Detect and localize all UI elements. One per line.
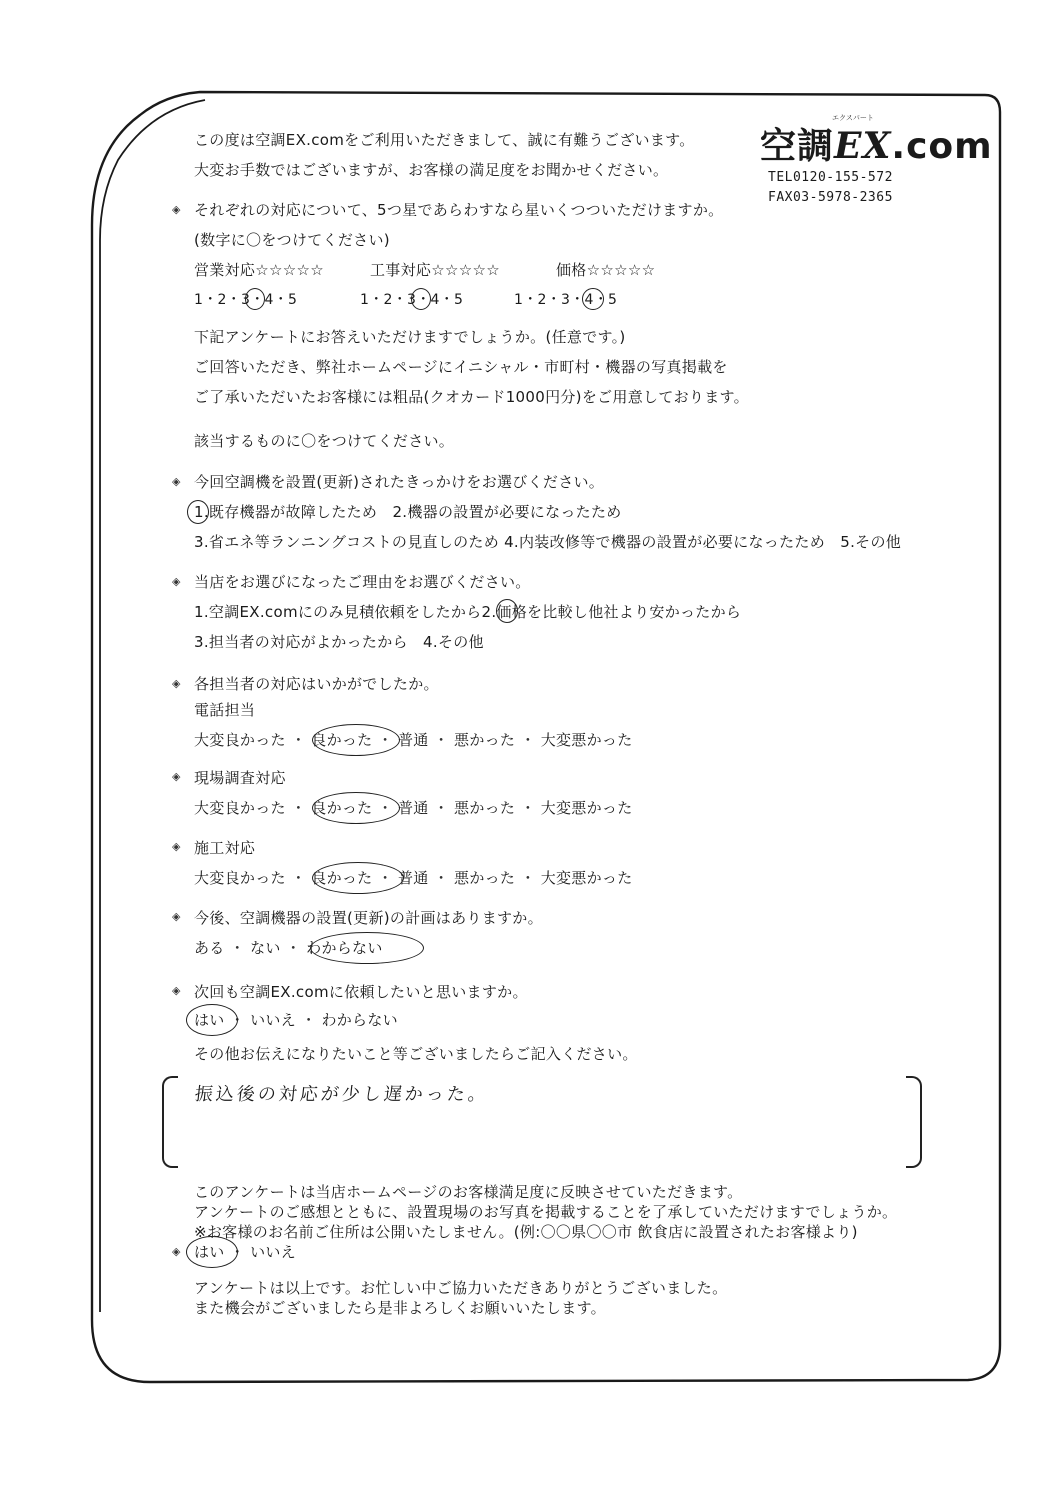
price-selected[interactable]: 5 xyxy=(608,292,618,308)
q3-phone-scale xyxy=(194,730,633,750)
q3-question: 各担当者の対応はいかがでしたか。 xyxy=(194,675,439,693)
survey-intro-line-3: ご了承いただいたお客様には粗品(クオカード1000円分)をご用意しております。 xyxy=(194,388,749,406)
q5-option-no[interactable]: いいえ xyxy=(250,1011,296,1029)
gem-icon: ◈ xyxy=(172,910,181,923)
publish-selection-ring xyxy=(186,1236,238,1268)
separator: ・ xyxy=(433,799,449,817)
q5-option-unknown[interactable]: わからない xyxy=(321,1011,398,1029)
work-bad[interactable]: 悪かった xyxy=(454,869,516,887)
q1-option-1-text[interactable]: 既存機器が故障したため xyxy=(208,503,378,521)
comments-prompt: その他お伝えになりたいこと等ございましたらご記入ください。 xyxy=(194,1045,638,1063)
sales-selected[interactable]: 4 xyxy=(264,292,274,308)
q2-option-4[interactable]: 4.その他 xyxy=(423,633,484,651)
q1-option-4[interactable]: 4.内装改修等で機器の設置が必要になったため xyxy=(504,533,826,551)
phone-bad[interactable]: 悪かった xyxy=(454,731,516,749)
work-normal[interactable]: 普通 xyxy=(397,869,429,887)
sales-scale: 1・2・3・ xyxy=(194,292,265,308)
construction-after: ・5 xyxy=(439,292,464,308)
separator: ・ xyxy=(290,799,307,817)
price-label: 価格☆☆☆☆☆ xyxy=(556,261,656,279)
q4-option-yes[interactable]: ある xyxy=(194,939,225,957)
separator: ・ xyxy=(377,799,393,817)
survey-intro-line-4: 該当するものに〇をつけてください。 xyxy=(194,432,455,450)
intro-line-2: 大変お手数ではございますが、お客様の満足度をお聞かせください。 xyxy=(194,161,669,179)
q3-site-scale xyxy=(194,798,633,818)
phone-very-bad[interactable]: 大変悪かった xyxy=(540,731,633,749)
q3-phone-label: 電話担当 xyxy=(194,701,256,719)
sales-selection-ring xyxy=(245,288,265,310)
q5-selection-ring xyxy=(186,1004,238,1036)
sales-after: ・5 xyxy=(273,292,298,308)
q2-option-3[interactable]: 3.担当者の対応がよかったから xyxy=(194,633,408,651)
gem-icon: ◈ xyxy=(172,1245,181,1258)
work-very-bad[interactable]: 大変悪かった xyxy=(540,869,633,887)
site-very-good[interactable]: 大変良かった xyxy=(194,799,286,817)
stars-question: それぞれの対応について、5つ星であらわすなら星いくつついただけますか。 xyxy=(194,201,724,219)
price-scale: 1・2・3・4・ xyxy=(514,292,609,308)
separator: ・ xyxy=(377,869,393,887)
q1-option-1-number[interactable]: 1. xyxy=(194,503,209,521)
construction-selection-ring xyxy=(411,288,431,310)
site-bad[interactable]: 悪かった xyxy=(454,799,516,817)
construction-selected[interactable]: 4 xyxy=(430,292,440,308)
site-normal[interactable]: 普通 xyxy=(397,799,429,817)
phone-very-good[interactable]: 大変良かった xyxy=(194,731,286,749)
construction-label: 工事対応☆☆☆☆☆ xyxy=(370,261,500,279)
work-good[interactable]: 良かった xyxy=(311,869,373,887)
separator: ・ xyxy=(301,1011,317,1029)
closing-line-2: また機会がございましたら是非よろしくお願いいたします。 xyxy=(194,1299,606,1317)
q1-row-2 xyxy=(194,532,901,552)
separator: ・ xyxy=(229,939,245,957)
q2-row-1 xyxy=(194,602,741,622)
gem-icon: ◈ xyxy=(172,770,181,783)
contact-fax: FAX03-5978-2365 xyxy=(768,190,893,205)
q1-question: 今回空調機を設置(更新)されたきっかけをお選びください。 xyxy=(194,473,605,491)
gem-icon: ◈ xyxy=(172,475,181,488)
work-very-good[interactable]: 大変良かった xyxy=(194,869,286,887)
construction-scale: 1・2・3・ xyxy=(360,292,431,308)
comment-box-left-bracket xyxy=(162,1076,178,1168)
company-logo xyxy=(760,118,993,169)
logo-part-2: EX xyxy=(834,125,892,167)
q2-option-2-text[interactable]: 価格を比較し他社より安かったから xyxy=(496,603,742,621)
q4-option-unknown[interactable]: わからない xyxy=(306,939,383,957)
site-good[interactable]: 良かった xyxy=(311,799,373,817)
separator: ・ xyxy=(290,731,307,749)
q4-question: 今後、空調機器の設置(更新)の計画はありますか。 xyxy=(194,909,543,927)
gem-icon: ◈ xyxy=(172,984,181,997)
q2-row-2 xyxy=(194,632,484,652)
publish-option-no[interactable]: いいえ xyxy=(250,1243,296,1261)
logo-part-3: .com xyxy=(891,126,993,167)
q2-selection-ring xyxy=(496,599,518,623)
q1-option-5[interactable]: 5.その他 xyxy=(840,533,902,551)
q5-question: 次回も空調EX.comに依頼したいと思いますか。 xyxy=(194,983,528,1001)
separator: ・ xyxy=(290,869,307,887)
separator: ・ xyxy=(433,731,449,749)
q4-selection-ring xyxy=(310,932,424,964)
publish-option-yes[interactable]: はい xyxy=(194,1243,225,1261)
phone-good[interactable]: 良かった xyxy=(311,731,373,749)
phone-selection-ring xyxy=(312,724,400,756)
closing-line-1: アンケートは以上です。お忙しい中ご協力いただきありがとうございました。 xyxy=(194,1279,728,1297)
separator: ・ xyxy=(229,1243,245,1261)
q2-option-2-number[interactable]: 2. xyxy=(481,603,497,621)
q1-option-2[interactable]: 2.機器の設置が必要になったため xyxy=(392,503,622,521)
q4-option-no[interactable]: ない xyxy=(250,939,281,957)
publish-line-1: このアンケートは当店ホームページのお客様満足度に反映させていただきます。 xyxy=(194,1183,743,1201)
q1-option-3[interactable]: 3.省エネ等ランニングコストの見直しのため xyxy=(194,533,500,551)
separator: ・ xyxy=(285,939,302,957)
comments-answer[interactable]: 振込後の対応が少し遅かった。 xyxy=(193,1084,490,1105)
survey-intro-line-1: 下記アンケートにお答えいただけますでしょうか。(任意です。) xyxy=(194,328,626,346)
separator: ・ xyxy=(520,869,536,887)
logo-part-1: 空調 xyxy=(760,126,835,167)
stars-instruction: (数字に〇をつけてください) xyxy=(194,231,390,249)
separator: ・ xyxy=(433,869,449,887)
q3-work-label: 施工対応 xyxy=(194,839,256,857)
gem-icon: ◈ xyxy=(172,840,181,853)
q2-question: 当店をお選びになったご理由をお選びください。 xyxy=(194,573,531,591)
gem-icon: ◈ xyxy=(172,677,181,690)
logo-ruby: エクスパート xyxy=(832,114,874,122)
price-selection-ring xyxy=(582,288,604,310)
work-selection-ring xyxy=(312,862,404,894)
comment-box-right-bracket xyxy=(906,1076,922,1168)
q1-selection-ring xyxy=(187,500,209,524)
q3-work-scale xyxy=(194,868,633,888)
site-selection-ring xyxy=(312,792,400,824)
contact-tel: TEL0120-155-572 xyxy=(768,170,893,185)
gem-icon: ◈ xyxy=(172,575,181,588)
publish-line-2: アンケートのご感想とともに、設置現場のお写真を掲載することを了承していただけますでしょうか。 xyxy=(194,1203,898,1221)
q5-option-yes[interactable]: はい xyxy=(194,1011,225,1029)
separator: ・ xyxy=(377,731,393,749)
q1-row-1 xyxy=(194,502,622,522)
separator: ・ xyxy=(229,1011,245,1029)
q2-option-1[interactable]: 1.空調EX.comにのみ見積依頼をしたから xyxy=(194,603,482,621)
gem-icon: ◈ xyxy=(172,203,181,216)
separator: ・ xyxy=(520,731,536,749)
survey-intro-line-2: ご回答いただき、弊社ホームページにイニシャル・市町村・機器の写真掲載を xyxy=(194,358,728,376)
sales-label: 営業対応☆☆☆☆☆ xyxy=(194,261,324,279)
separator: ・ xyxy=(520,799,536,817)
publish-line-3: ※お客様のお名前ご住所は公開いたしません。(例:〇〇県〇〇市 飲食店に設置されたお客様より) xyxy=(194,1223,858,1241)
intro-line-1: この度は空調EX.comをご利用いただきまして、誠に有難うございます。 xyxy=(194,131,695,149)
q3-site-label: 現場調査対応 xyxy=(194,769,286,787)
site-very-bad[interactable]: 大変悪かった xyxy=(540,799,633,817)
phone-normal[interactable]: 普通 xyxy=(397,731,429,749)
